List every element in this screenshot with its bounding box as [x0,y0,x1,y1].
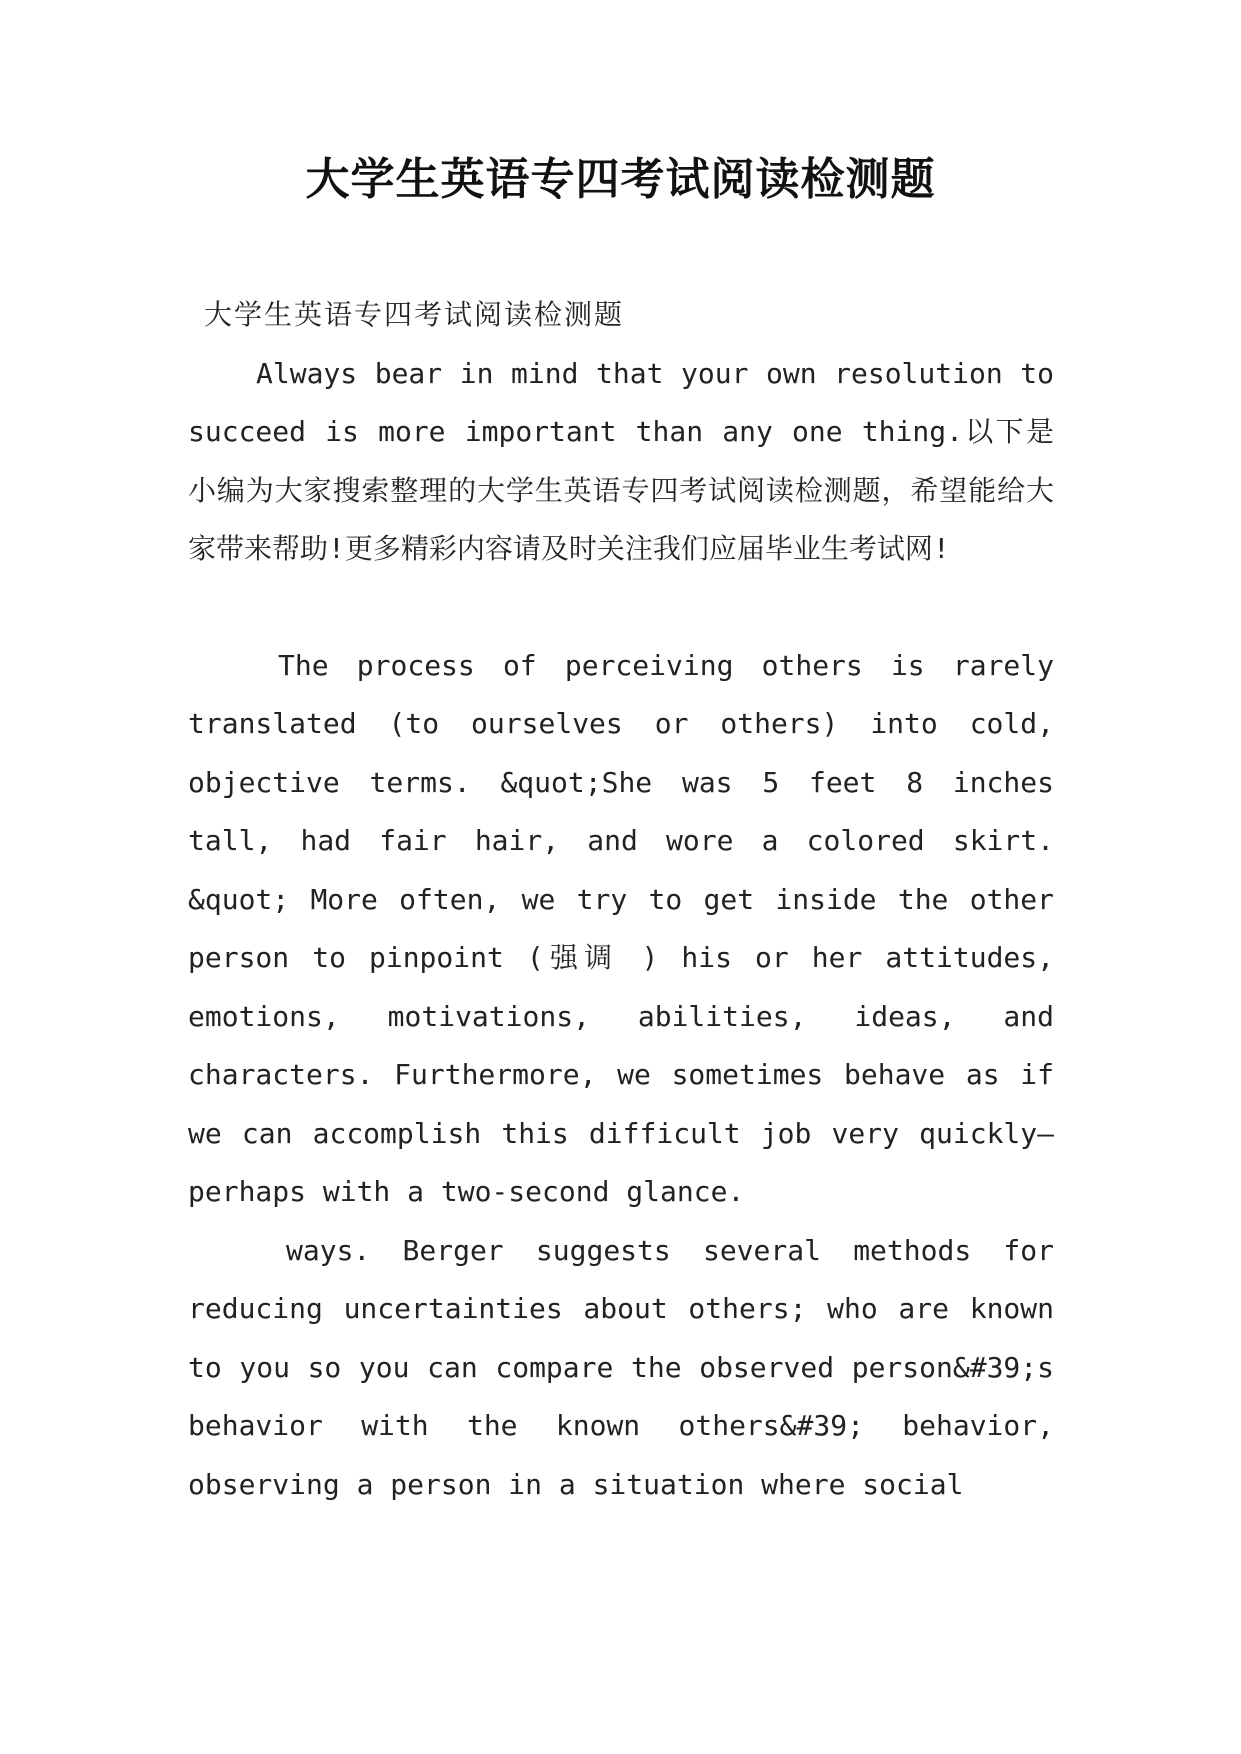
document-body [188,286,1054,1514]
document-subtitle: 大学生英语专四考试阅读检测题 [204,298,625,331]
body-paragraph-2: ways. Berger suggests several methods for reducing uncertainties about others; who are known to you so you can compare the observed person&#39;s behavior with the known others&#39; behavior, observing a person in a situation where social [188,1233,1054,1501]
body-paragraph-1: The process of perceiving others is rarely translated (to ourselves or others) into cold, objective terms. &quot;She was 5 feet 8 inches tall, had fair hair, and wore a colored skirt. &quot; More often, we try to get inside the other person to pinpoint (强调 ) his or her attitudes, emotions, motivations, abilities, ideas, and characters. Furthermore, we sometimes behave as if we can accomplish this difficult job very quickly—perhaps with a two-second glance. [188,648,1054,1208]
paragraph-gap [188,579,1054,637]
document-title: 大学生英语专四考试阅读检测题 [305,154,936,205]
intro-paragraph: Always bear in mind that your own resolution to succeed is more important than any one thing.以下是小编为大家搜索整理的大学生英语专四考试阅读检测题，希望能给大家带来帮助!更多精彩内容请及时关注我们应届毕业生考试网! [188,356,1054,565]
